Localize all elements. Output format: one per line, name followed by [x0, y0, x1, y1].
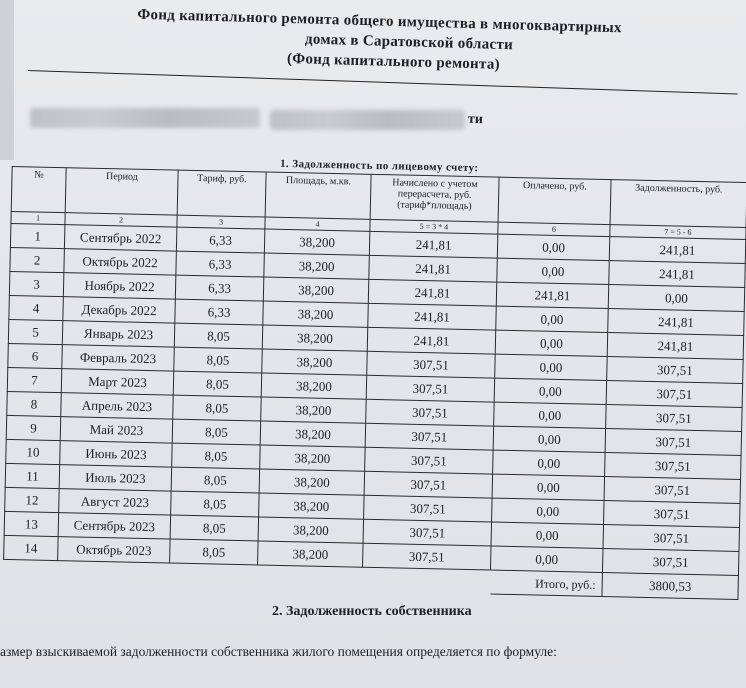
col-number: 7 = 5 - 6	[610, 225, 746, 240]
row-charged: 307,51	[364, 471, 492, 498]
org-name-line2: домах в Саратовской области	[304, 31, 514, 54]
adjacent-page-edge	[0, 0, 14, 160]
row-area: 38,200	[259, 469, 364, 495]
row-paid: 0,00	[495, 330, 607, 356]
row-paid: 241,81	[496, 282, 608, 308]
row-area: 38,200	[262, 325, 367, 351]
row-number: 3	[9, 271, 64, 296]
row-period: Ноябрь 2022	[63, 273, 175, 299]
organization-header	[38, 2, 719, 81]
org-name-line1: Фонд капитального ремонта общего имущества в многоквартирных	[137, 6, 623, 37]
row-area: 38,200	[260, 421, 365, 447]
row-debt: 307,51	[606, 405, 742, 432]
row-debt: 307,51	[604, 477, 740, 504]
row-period: Сентябрь 2022	[64, 225, 176, 251]
row-period: Май 2023	[60, 417, 172, 443]
row-area: 38,200	[261, 373, 366, 399]
row-number: 13	[4, 511, 59, 536]
org-name-line3: (Фонд капитального ремонта)	[286, 50, 501, 73]
row-debt: 307,51	[603, 524, 739, 551]
col-number: 6	[498, 222, 610, 236]
row-number: 11	[5, 463, 60, 488]
row-debt: 307,51	[602, 548, 738, 575]
row-debt: 241,81	[609, 237, 745, 264]
row-debt: 307,51	[605, 453, 741, 480]
col-number: 2	[65, 213, 177, 227]
col-header-area: Площадь, м.кв.	[265, 172, 371, 219]
row-tariff: 8,05	[174, 323, 263, 349]
row-debt: 241,81	[607, 333, 743, 360]
col-header-period: Период	[65, 168, 178, 215]
row-period: Июль 2023	[59, 465, 171, 491]
row-tariff: 8,05	[171, 491, 260, 517]
row-period: Декабрь 2022	[63, 297, 175, 323]
row-area: 38,200	[262, 349, 367, 375]
row-paid: 0,00	[494, 402, 606, 428]
row-paid: 0,00	[496, 306, 608, 332]
row-debt: 307,51	[607, 357, 743, 384]
col-header-charged: Начислено с учетом перерасчета, руб. (тариф*площадь)	[370, 174, 499, 222]
row-paid: 0,00	[494, 378, 606, 404]
row-number: 4	[9, 295, 64, 320]
row-number: 10	[6, 439, 61, 464]
row-tariff: 8,05	[173, 371, 262, 397]
row-debt: 241,81	[608, 309, 744, 336]
row-charged: 307,51	[366, 375, 494, 402]
row-paid: 0,00	[492, 498, 604, 524]
col-number: 1	[11, 211, 65, 224]
row-number: 1	[10, 223, 65, 248]
total-value: 3800,53	[602, 572, 738, 599]
row-number: 6	[8, 343, 63, 368]
row-area: 38,200	[264, 229, 369, 255]
col-header-number: №	[11, 167, 66, 213]
row-area: 38,200	[258, 541, 363, 567]
row-area: 38,200	[264, 253, 369, 279]
redacted-text-tail: ти	[467, 111, 484, 128]
row-number: 12	[5, 487, 60, 512]
row-area: 38,200	[261, 397, 366, 423]
row-area: 38,200	[259, 493, 364, 519]
row-charged: 241,81	[369, 231, 497, 258]
redacted-block-2	[270, 110, 465, 130]
row-debt: 0,00	[608, 285, 744, 312]
row-tariff: 8,05	[170, 539, 259, 565]
total-label: Итого, руб.:	[490, 570, 602, 596]
row-charged: 307,51	[365, 423, 493, 450]
debt-table-section	[3, 152, 746, 600]
col-header-tariff: Тариф, руб.	[177, 170, 266, 217]
row-paid: 0,00	[497, 234, 609, 260]
row-debt: 307,51	[605, 429, 741, 456]
row-debt: 241,81	[609, 261, 745, 288]
row-charged: 241,81	[369, 255, 497, 282]
row-paid: 0,00	[495, 354, 607, 380]
redacted-block-1	[30, 108, 260, 128]
row-number: 8	[7, 391, 62, 416]
formula-description: азмер взыскиваемой задолженности собственника жилого помещения определяется по формуле:	[0, 644, 557, 659]
row-period: Июнь 2023	[60, 441, 172, 467]
col-number: 3	[177, 215, 265, 229]
col-number: 4	[265, 217, 370, 231]
row-tariff: 8,05	[170, 515, 259, 541]
row-paid: 0,00	[493, 450, 605, 476]
row-tariff: 8,05	[174, 347, 263, 373]
row-period: Февраль 2023	[62, 345, 174, 371]
row-paid: 0,00	[492, 474, 604, 500]
row-number: 2	[10, 247, 65, 272]
row-period: Август 2023	[59, 489, 171, 515]
row-paid: 0,00	[490, 546, 602, 572]
row-period: Октябрь 2023	[58, 537, 170, 563]
row-number: 9	[6, 415, 61, 440]
row-paid: 0,00	[493, 426, 605, 452]
row-tariff: 8,05	[172, 443, 261, 469]
row-charged: 307,51	[365, 447, 493, 474]
col-number: 5 = 3 * 4	[370, 219, 498, 234]
row-area: 38,200	[260, 445, 365, 471]
row-tariff: 6,33	[175, 299, 264, 325]
row-charged: 307,51	[366, 399, 494, 426]
row-tariff: 8,05	[173, 395, 262, 421]
section1-title: 1. Задолженность по лицевому счету:	[279, 157, 479, 175]
row-charged: 241,81	[367, 327, 495, 354]
row-tariff: 8,05	[172, 419, 261, 445]
row-charged: 241,81	[368, 303, 496, 330]
row-tariff: 6,33	[175, 275, 264, 301]
row-period: Март 2023	[61, 369, 173, 395]
row-charged: 307,51	[363, 543, 491, 570]
row-tariff: 8,05	[171, 467, 260, 493]
row-number: 14	[4, 535, 59, 560]
row-tariff: 6,33	[176, 227, 265, 253]
row-debt: 307,51	[604, 500, 740, 527]
row-period: Сентябрь 2023	[58, 513, 170, 539]
col-header-paid: Оплачено, руб.	[498, 177, 611, 224]
row-period: Январь 2023	[62, 321, 174, 347]
row-charged: 307,51	[363, 519, 491, 546]
row-charged: 307,51	[367, 351, 495, 378]
row-charged: 307,51	[364, 495, 492, 522]
row-paid: 0,00	[491, 522, 603, 548]
row-number: 7	[7, 367, 62, 392]
row-charged: 241,81	[368, 279, 496, 306]
row-period: Апрель 2023	[61, 393, 173, 419]
debt-table	[3, 166, 746, 600]
row-area: 38,200	[263, 301, 368, 327]
row-paid: 0,00	[497, 258, 609, 284]
row-period: Октябрь 2022	[64, 249, 176, 275]
col-header-debt: Задолженность, руб.	[610, 180, 746, 228]
row-area: 38,200	[263, 277, 368, 303]
section2-title: 2. Задолженность собственника	[272, 604, 472, 619]
row-tariff: 6,33	[176, 251, 265, 277]
row-area: 38,200	[258, 517, 363, 543]
row-debt: 307,51	[606, 381, 742, 408]
row-number: 5	[8, 319, 63, 344]
